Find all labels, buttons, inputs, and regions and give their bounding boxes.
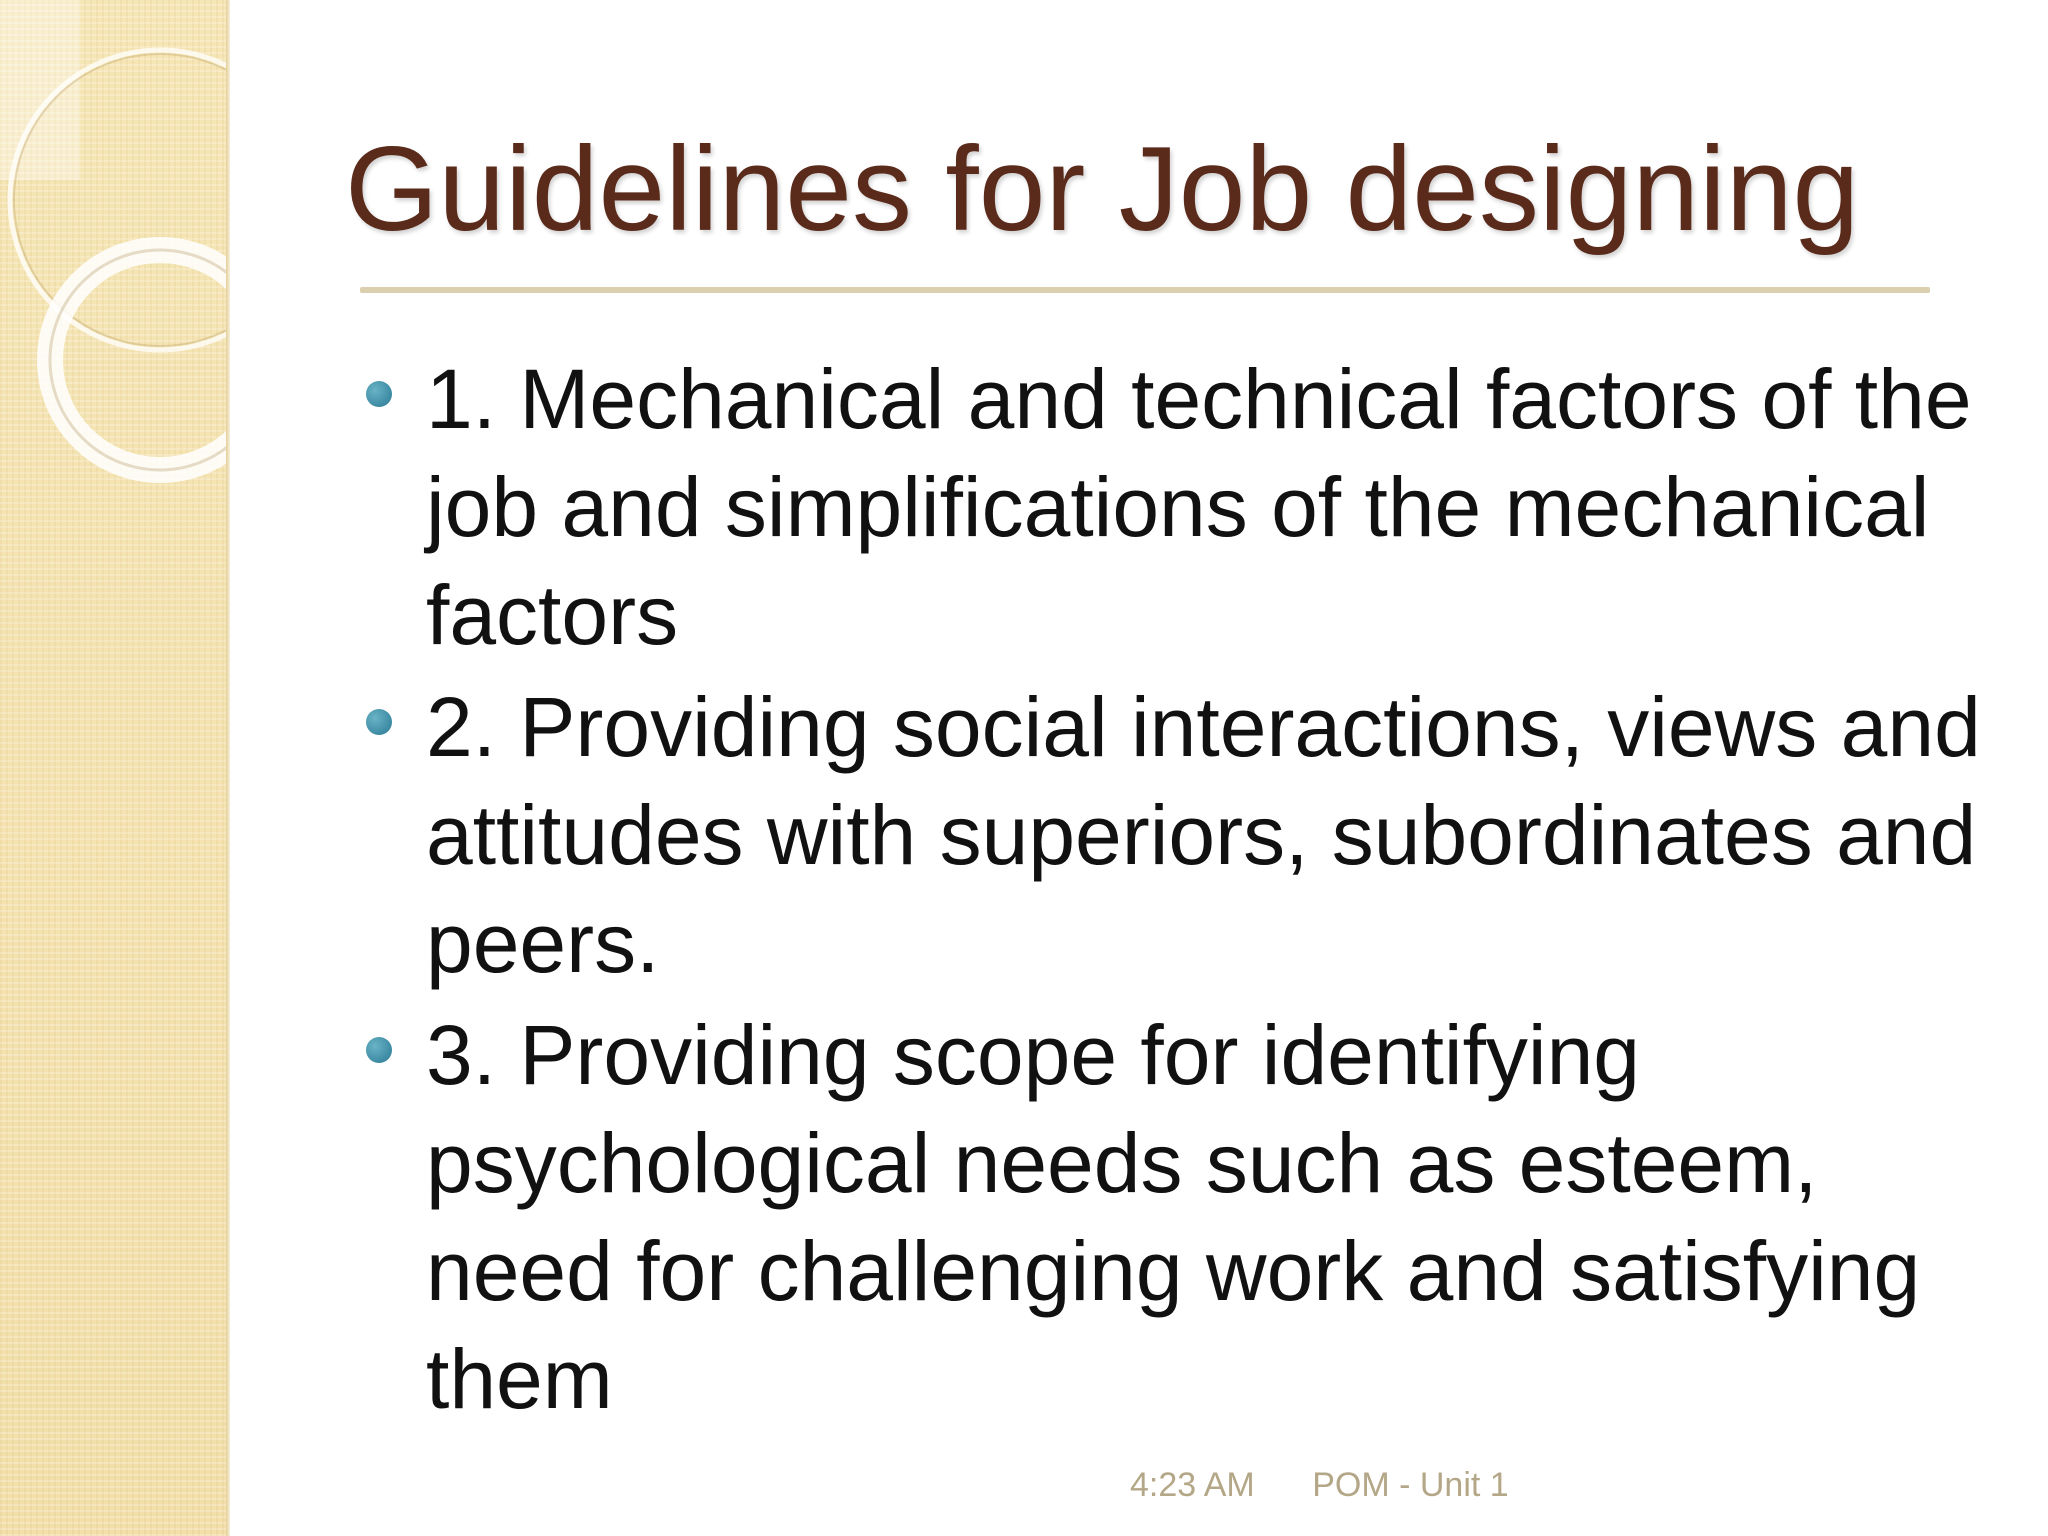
bullet-list — [360, 345, 2000, 1437]
title-divider — [360, 287, 1930, 293]
bullet-dot-icon — [366, 1037, 392, 1063]
bullet-dot-icon — [366, 709, 392, 735]
footer-time: 4:23 AM — [1130, 1466, 1255, 1504]
bullet-text: 3. Providing scope for identifying psychological needs such as esteem, need for challenging work and satisfying them — [426, 1008, 1921, 1426]
bullet-item — [360, 345, 2000, 669]
slide-footer — [1130, 1466, 1509, 1505]
footer-label: POM - Unit 1 — [1312, 1466, 1509, 1504]
bullet-dot-icon — [366, 381, 392, 407]
bullet-item — [360, 673, 2000, 997]
bullet-text: 2. Providing social interactions, views and attitudes with superiors, subordinates and peers. — [426, 680, 1981, 990]
slide-title: Guidelines for Job designing — [345, 122, 1860, 256]
sidebar-edge — [226, 0, 230, 1536]
decorative-rings — [0, 0, 228, 520]
decorative-sidebar — [0, 0, 228, 1536]
bullet-item — [360, 1001, 2000, 1433]
bullet-text: 1. Mechanical and technical factors of the job and simplifications of the mechanical factors — [426, 352, 1972, 662]
